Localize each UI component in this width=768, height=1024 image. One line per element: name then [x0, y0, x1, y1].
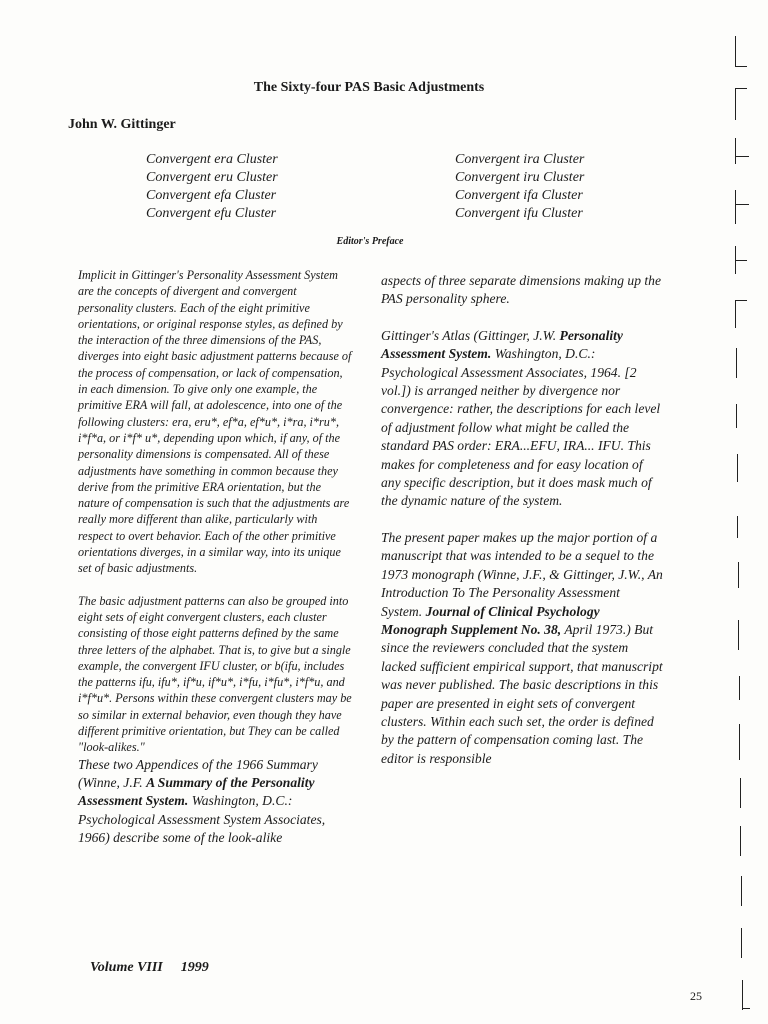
text-run: April 1973.) But since the reviewers concluded that the system lacked sufficient empirical support, that manuscript was never published. The basic descriptions in this paper are presented in eight sets of convergent clusters. Within each such set, the order is defined by the pattern of compensation coming last. The editor is responsible: [381, 621, 663, 766]
text-run: Washington, D.C.: Psychological Assessment System Associates, 1966) describe some of the look-alike: [78, 793, 326, 845]
cluster-item: Convergent eru Cluster: [146, 170, 278, 185]
paragraph: [381, 529, 663, 768]
author-name: John W. Gittinger: [68, 117, 176, 132]
text-run: The present paper makes up the major portion of a manuscript that was intended to be a sequel to the 1973 monograph (Winne, J.F., & Gittinger, J.W., An Introduction To The Personality Assessment System.: [381, 529, 663, 619]
paragraph: Implicit in Gittinger's Personality Assessment System are the concepts of divergent and convergent personality clusters. Each of the eight primitive orientations, or original response styles, as defined by the interaction of the three dimensions of the PAS, diverges into eight basic adjustment patterns because of the process of compensation, or lack of compensation, in each dimension. To give only one example, the primitive ERA will fall, at adolescence, into one of the following clusters: era, eru*, ef*a, ef*u*, i*ra, i*ru*, i*f*a, or i*f* u*, depending upon which, if any, of the personality dimensions is compensated. All of these adjustments have something in common because they derive from the primitive ERA orientation, but the nature of compensation is such that the adjustments are really more different than alike, particularly with respect to overt behavior. Each of the other primitive orientations diverges, in a similar way, into its unique set of basic adjustments.: [78, 268, 352, 576]
cluster-item: Convergent efu Cluster: [146, 206, 277, 221]
right-column: [381, 272, 663, 768]
document-title: The Sixty-four PAS Basic Adjustments: [253, 80, 485, 95]
cluster-item: Convergent ifu Cluster: [455, 206, 583, 221]
cluster-item: Convergent iru Cluster: [455, 170, 585, 185]
paragraph: aspects of three separate dimensions making up the PAS personality sphere.: [381, 273, 662, 307]
preface-heading: Editor's Preface: [336, 236, 404, 247]
footer-volume: [90, 960, 209, 976]
cluster-item: Convergent ifa Cluster: [455, 188, 583, 203]
citation-title: Journal of Clinical Psychology Monograph Supplement No. 38,: [381, 603, 600, 637]
year-label: 1999: [180, 960, 209, 975]
cluster-item: Convergent era Cluster: [146, 152, 278, 167]
citation-title: A Summary of the Personality Assessment System.: [78, 774, 315, 809]
paragraph-continued: [78, 756, 354, 847]
cluster-list-left: [146, 151, 278, 223]
cluster-item: Convergent efa Cluster: [146, 188, 277, 203]
text-run: Gittinger's Atlas (Gittinger, J.W.: [381, 327, 557, 343]
cluster-list-right: [455, 151, 584, 223]
cluster-item: Convergent ira Cluster: [455, 152, 585, 167]
citation-title: Personality Assessment System.: [381, 327, 623, 362]
paragraph: The basic adjustment patterns can also be grouped into eight sets of eight convergent clusters, each cluster consisting of those eight patterns defined by the same three letters of the alphabet. That is, to give but a single example, the convergent IFU cluster, or b(ifu, includes the patterns ifu, ifu*, if*u, if*u*, i*fu, i*fu*, i*f*u, and i*f*u*. Persons within these convergent clusters may be so similar in external behavior, even though they have different primitive orientation, but They can be called "look-alikes.": [78, 593, 352, 755]
paragraph: [381, 327, 663, 511]
text-run: Washington, D.C.: Psychological Assessment Associates, 1964. [2 vol.]) is arranged neither by divergence nor convergence: rather, the descriptions for each level of adjustment follow what might be called the standard PAS order: ERA...EFU, IRA... IFU. This makes for completeness and for easy location of any specific description, but it does mask much of the dynamic nature of the system.: [381, 346, 661, 509]
left-column: [78, 267, 354, 847]
text-run: These two Appendices of the 1966 Summary (Winne, J.F.: [78, 756, 318, 790]
volume-label: Volume VIII: [90, 960, 163, 975]
page-number: 25: [690, 989, 702, 1003]
